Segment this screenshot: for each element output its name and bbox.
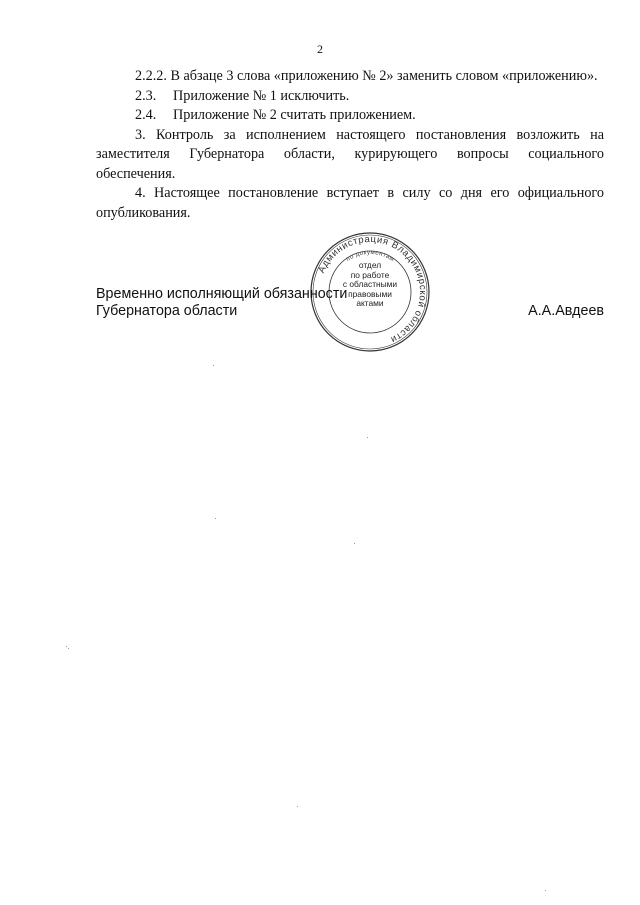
scan-speck (297, 806, 298, 807)
paragraph-2-4 (96, 106, 604, 126)
paragraph-4: 4. Настоящее постановление вступает в силу со дня его официального опубликования. (96, 185, 604, 221)
paragraph-2-3-number: 2.3. (135, 87, 157, 104)
scan-speck (66, 646, 67, 647)
paragraph-2-2-2: 2.2.2. В абзаце 3 слова «приложению № 2» заменить словом «приложению». (135, 68, 598, 84)
document-body (96, 67, 604, 223)
scan-speck (545, 890, 546, 891)
scan-speck (68, 648, 69, 649)
scan-speck (213, 365, 214, 366)
paragraph-2-4-text: Приложение № 2 считать приложением. (173, 107, 416, 123)
signatory-position-line-1: Временно исполняющий обязанности (96, 286, 348, 302)
stamp-outer-text: Администрация Владимирской области (316, 233, 429, 346)
scan-speck (215, 518, 216, 519)
paragraph-3: 3. Контроль за исполнением настоящего постановления возложить на заместителя Губернатора области, курирующего вопросы социального обеспечения. (96, 126, 604, 182)
paragraph-2-3 (96, 87, 604, 107)
paragraph-2-4-number: 2.4. (135, 107, 157, 123)
signatory-position-line-2: Губернатора области (96, 303, 238, 319)
stamp-line-1: отдел (358, 260, 382, 270)
scan-speck (367, 437, 368, 438)
signature-block (96, 286, 604, 320)
stamp-inner-text: по документам (344, 248, 396, 264)
stamp-line-5: актами (356, 298, 384, 309)
stamp-line-4: правовыми (348, 288, 392, 299)
paragraph-2-3-text: Приложение № 1 исключить. (173, 87, 350, 104)
stamp-line-2: по работе (350, 269, 390, 280)
signatory-name: А.А.Авдеев (528, 303, 604, 319)
stamp-line-3: с областными (342, 279, 398, 290)
page-number: 2 (317, 42, 323, 56)
scan-speck (354, 543, 355, 544)
